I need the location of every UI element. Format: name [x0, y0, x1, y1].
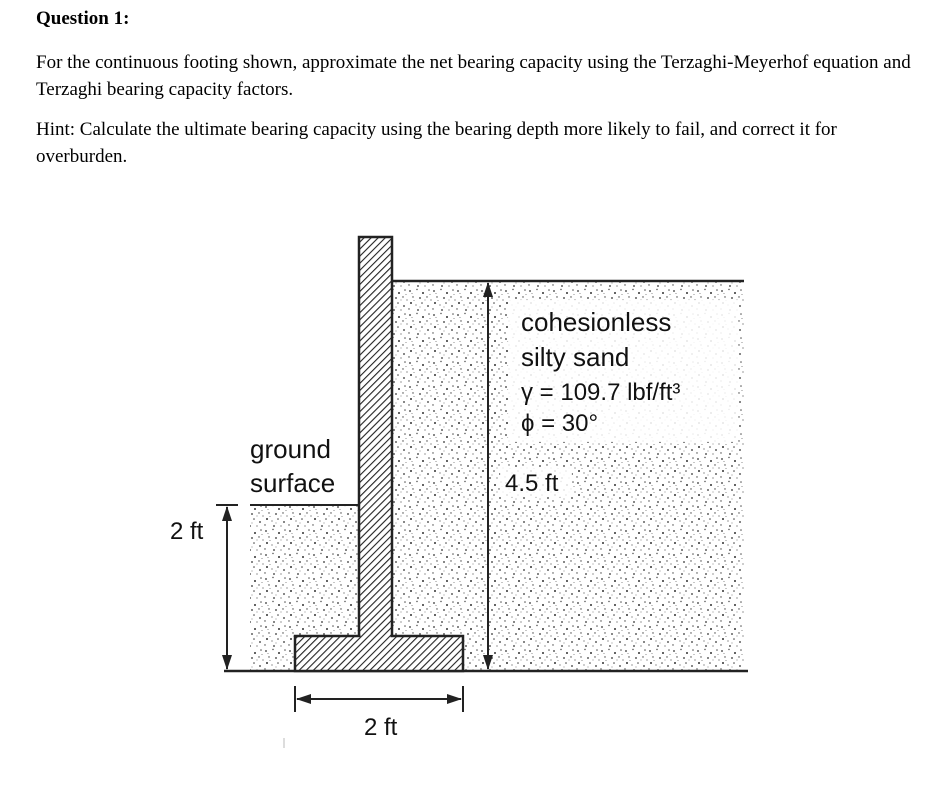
footing-slab: [295, 636, 463, 671]
unit-weight-label: γ = 109.7 lbf/ft³: [521, 379, 681, 406]
left-depth-arrow-down: [222, 655, 232, 670]
footing-width-label: 2 ft: [364, 714, 398, 741]
ground-surface-label-line1: ground: [250, 434, 331, 464]
soil-type-label-line2: silty sand: [521, 342, 630, 372]
soil-over-footing: [392, 505, 464, 636]
question-title: Question 1:: [36, 8, 130, 29]
wall-stem: [359, 237, 392, 636]
width-arrow-right: [447, 694, 462, 704]
question-text: For the continuous footing shown, approximate the net bearing capacity using the Terzaghi-Meyerhof equation and Terzaghi bearing capacity factors.: [36, 52, 911, 100]
soil-type-label-line1: cohesionless: [521, 307, 672, 337]
width-arrow-left: [296, 694, 311, 704]
friction-angle-label: ϕ = 30°: [521, 410, 599, 437]
hint-text: Hint: Calculate the ultimate bearing capacity using the bearing depth more likely to fail, and correct it for overburden.: [36, 119, 837, 167]
stem-footing-joint: [361, 630, 391, 640]
right-depth-label: 4.5 ft: [505, 470, 559, 497]
ground-surface-label-line2: surface: [250, 468, 336, 498]
left-depth-arrow-up: [222, 506, 232, 521]
left-depth-label: 2 ft: [170, 518, 204, 545]
